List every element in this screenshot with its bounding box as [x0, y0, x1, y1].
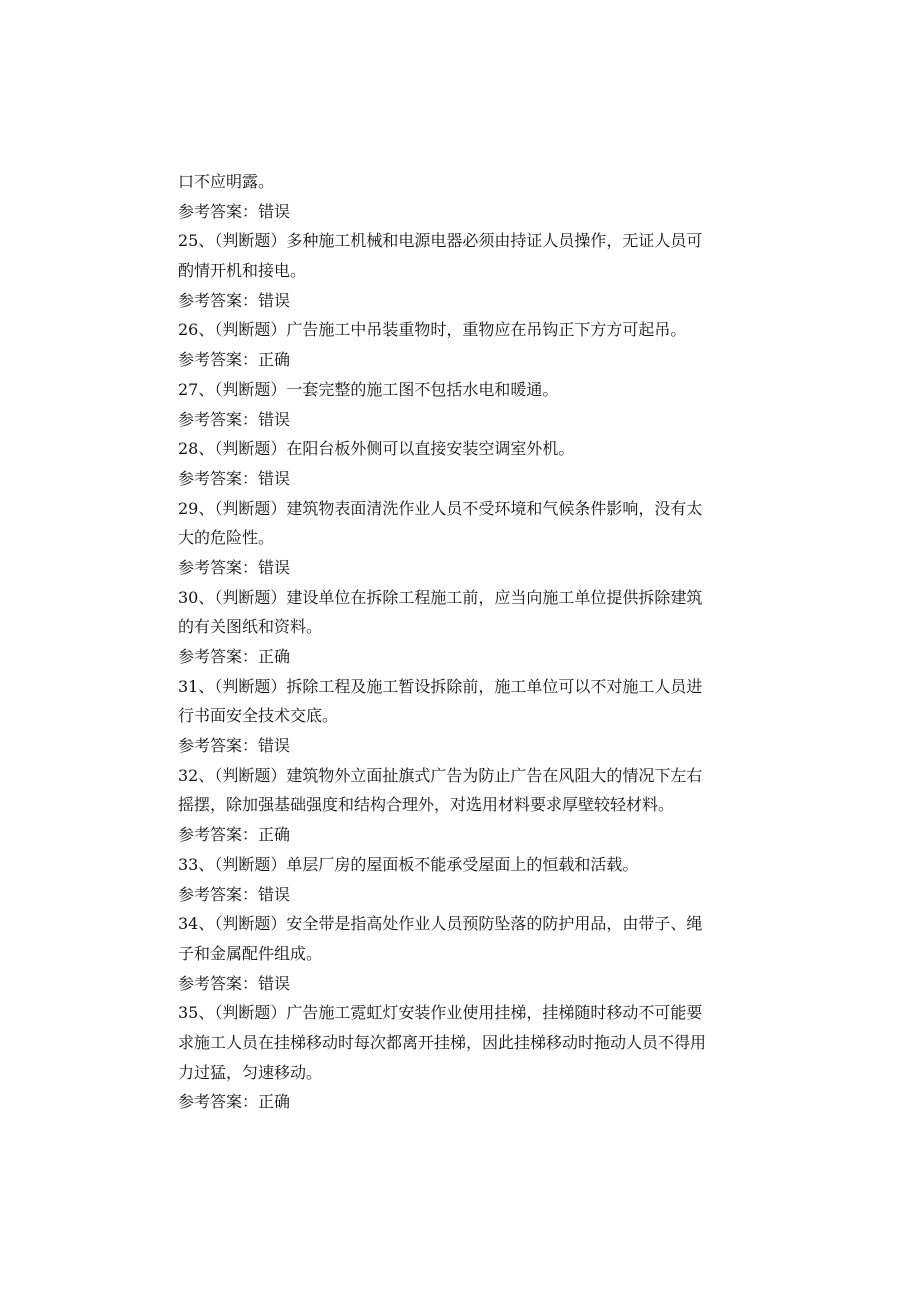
answer-line: 参考答案：错误: [178, 468, 291, 488]
question-line: 行书面安全技术交底。: [178, 706, 339, 726]
question-line: 32、（判断题）建筑物外立面扯旗式广告为防止广告在风阻大的情况下左右: [178, 765, 703, 785]
question-line: 力过猛，匀速移动。: [178, 1062, 323, 1082]
question-line: 酌情开机和接电。: [178, 261, 307, 281]
answer-line: 参考答案：正确: [178, 350, 291, 370]
question-line: 子和金属配件组成。: [178, 943, 323, 963]
answer-line: 参考答案：错误: [178, 973, 291, 993]
answer-line: 参考答案：正确: [178, 825, 291, 845]
question-line: 25、（判断题）多种施工机械和电源电器必须由持证人员操作，无证人员可: [178, 231, 703, 251]
question-line: 34、（判断题）安全带是指高处作业人员预防坠落的防护用品，由带子、绳: [178, 914, 703, 934]
text-line: 口不应明露。: [178, 172, 275, 191]
question-line: 29、（判断题）建筑物表面清洗作业人员不受环境和气候条件影响，没有太: [178, 498, 703, 518]
answer-line: 参考答案：错误: [178, 290, 291, 310]
question-line: 27、（判断题）一套完整的施工图不包括水电和暖通。: [178, 379, 559, 399]
answer-line: 参考答案：错误: [178, 736, 291, 756]
question-line: 35、（判断题）广告施工霓虹灯安装作业使用挂梯，挂梯随时移动不可能要: [178, 1003, 703, 1023]
question-line: 33、（判断题）单层厂房的屋面板不能承受屋面上的恒载和活载。: [178, 854, 639, 874]
document-text: [178, 167, 748, 1117]
answer-line: 参考答案：错误: [178, 409, 291, 429]
question-line: 摇摆，除加强基础强度和结构合理外，对选用材料要求厚壁较轻材料。: [178, 795, 675, 815]
question-line: 31、（判断题）拆除工程及施工暂设拆除前，施工单位可以不对施工人员进: [178, 676, 703, 696]
question-line: 28、（判断题）在阳台板外侧可以直接安装空调室外机。: [178, 439, 575, 459]
answer-line: 参考答案：错误: [178, 557, 291, 577]
question-line: 26、（判断题）广告施工中吊装重物时，重物应在吊钩正下方方可起吊。: [178, 320, 687, 340]
question-line: 30、（判断题）建设单位在拆除工程施工前，应当向施工单位提供拆除建筑: [178, 587, 703, 607]
question-line: 大的危险性。: [178, 528, 275, 548]
answer-line: 参考答案：错误: [178, 201, 291, 221]
question-line: 的有关图纸和资料。: [178, 617, 323, 637]
answer-line: 参考答案：正确: [178, 647, 291, 666]
answer-line: 参考答案：错误: [178, 884, 291, 904]
question-line: 求施工人员在挂梯移动时每次都离开挂梯，因此挂梯移动时拖动人员不得用: [178, 1032, 707, 1052]
answer-line: 参考答案：正确: [178, 1092, 291, 1112]
